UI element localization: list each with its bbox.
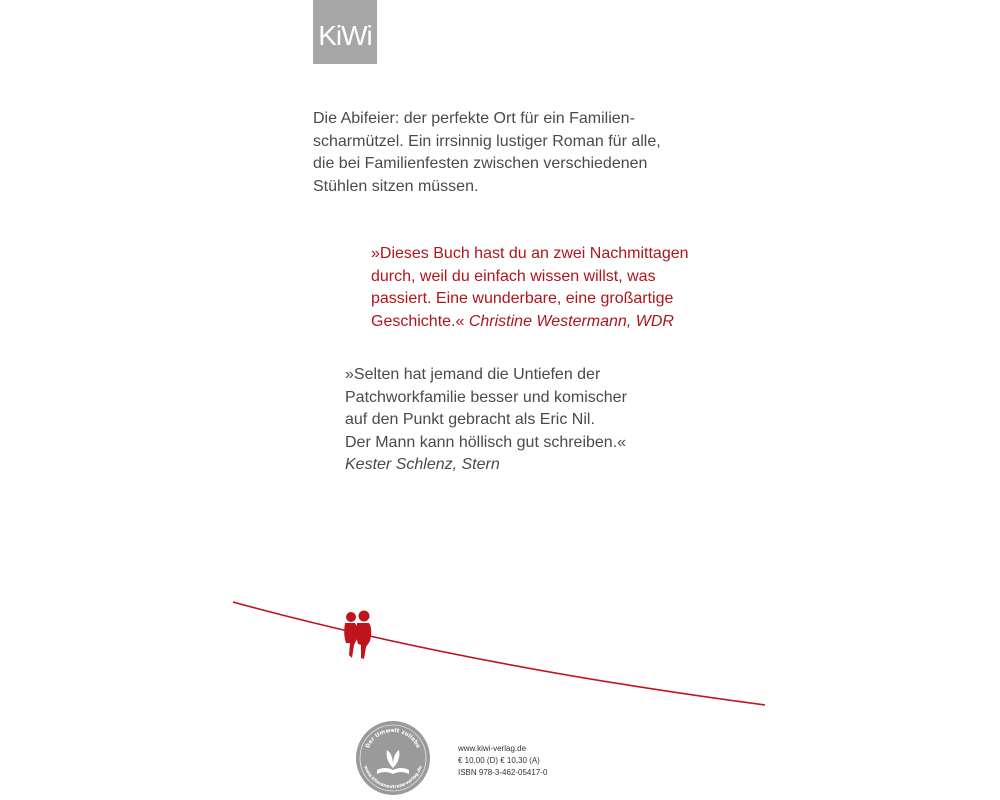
quote-line: passiert. Eine wunderbare, eine großartige	[371, 290, 674, 307]
blurb-line: Die Abifeier: der perfekte Ort für ein Familien-	[313, 110, 635, 127]
quote-line: Patchworkfamilie besser und komischer	[345, 388, 627, 406]
couple-sitting-icon	[344, 611, 371, 660]
badge-bottom-text: www.klimaneutralerverlag.de	[362, 765, 424, 791]
quote-last-text: Geschichte.«	[371, 312, 465, 330]
kiwi-logo	[313, 0, 377, 64]
blurb-line: die bei Familienfesten zwischen verschiedenen	[313, 155, 648, 172]
badge-top-text: Der Umwelt zuliebe	[365, 727, 421, 750]
wire-illustration	[233, 595, 768, 710]
quote-line: »Dieses Buch hast du an zwei Nachmittagen	[371, 245, 689, 262]
imprint-info	[458, 743, 598, 779]
red-wire-line	[233, 602, 765, 705]
isbn: ISBN 978-3-462-05417-0	[458, 768, 548, 777]
quote-line: »Selten hat jemand die Untiefen der	[345, 366, 601, 383]
review-quote-westermann	[371, 243, 751, 333]
logo-text: KiWi	[318, 20, 372, 51]
publisher-website: www.kiwi-verlag.de	[458, 744, 527, 753]
blurb-text	[313, 108, 733, 198]
climate-neutral-badge	[355, 720, 431, 796]
quote-line: auf den Punkt gebracht als Eric Nil.	[345, 411, 595, 428]
blurb-line: scharmützel. Ein irrsinnig lustiger Roman für alle,	[313, 132, 661, 150]
quote-attribution: Kester Schlenz, Stern	[345, 456, 500, 473]
quote-line: Der Mann kann höllisch gut schreiben.«	[345, 433, 627, 451]
quote-line-last	[371, 311, 751, 334]
blurb-line: Stühlen sitzen müssen.	[313, 177, 479, 195]
review-quote-schlenz	[345, 364, 725, 477]
price-info: € 10,00 (D) € 10,30 (A)	[458, 756, 540, 765]
quote-attribution: Christine Westermann, WDR	[468, 312, 674, 330]
quote-line: durch, weil du einfach wissen willst, was	[371, 267, 656, 285]
